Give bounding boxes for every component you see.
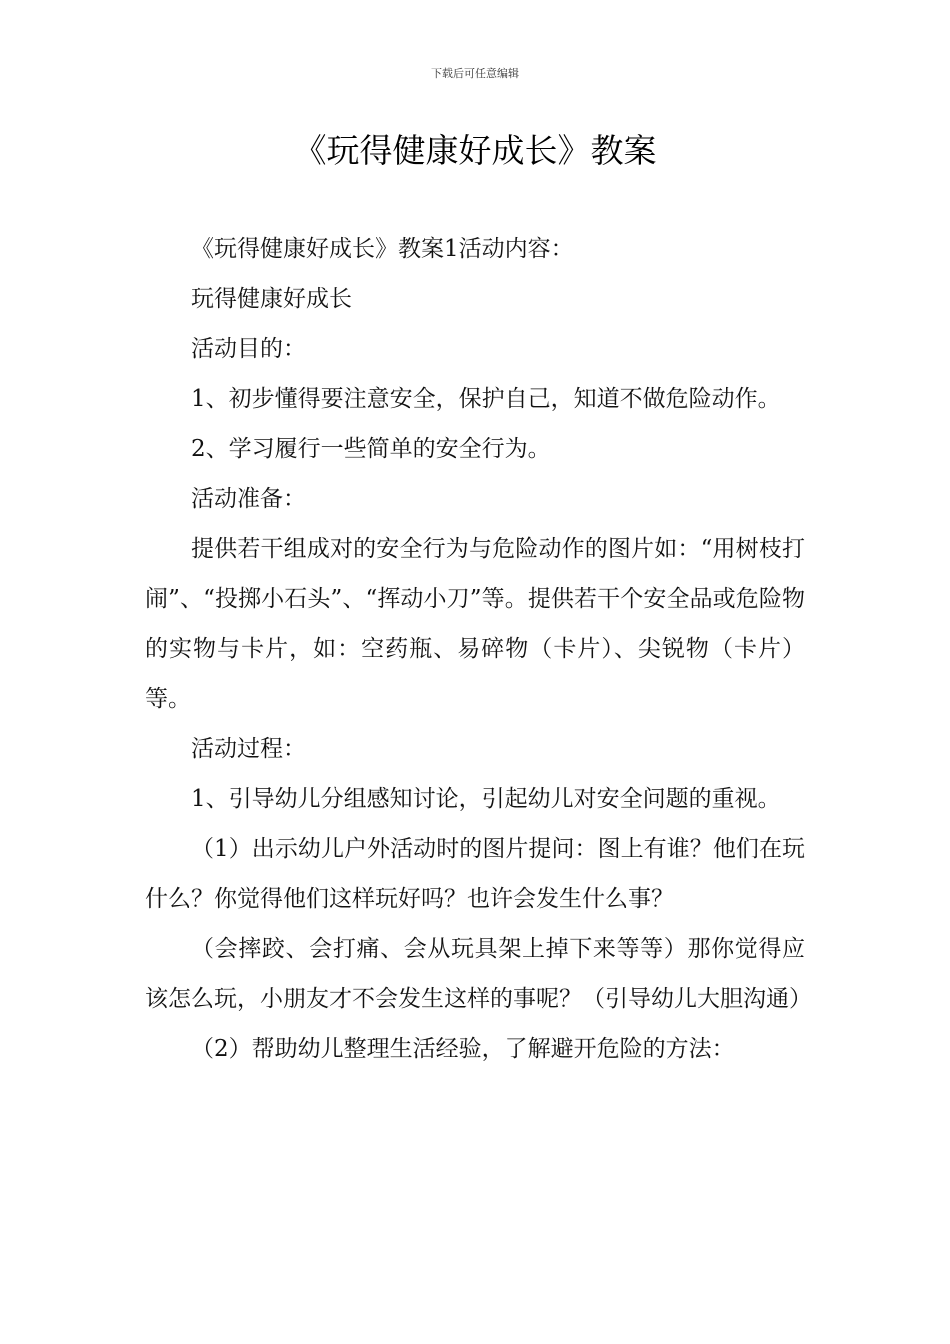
paragraph-heading-activity-content: 《玩得健康好成长》教案1活动内容： xyxy=(191,236,574,262)
document-body xyxy=(145,224,812,1074)
document-title: 《玩得健康好成长》教案 xyxy=(293,131,657,170)
paragraph-process-step-1-2: （2）帮助幼儿整理生活经验，了解避开危险的方法： xyxy=(191,1036,735,1062)
paragraph-goal-2: 2、学习履行一些简单的安全行为。 xyxy=(191,436,551,462)
paragraph-goal-1: 1、初步懂得要注意安全，保护自己，知道不做危险动作。 xyxy=(191,386,781,412)
paragraph-heading-process: 活动过程： xyxy=(191,736,306,762)
page-header-note: 下载后可任意编辑 xyxy=(431,67,519,80)
paragraph-process-step-1: 1、引导幼儿分组感知讨论，引起幼儿对安全问题的重视。 xyxy=(191,786,781,812)
paragraph-process-step-1-1-followup: （会摔跤、会打痛、会从玩具架上掉下来等等）那你觉得应该怎么玩，小朋友才不会发生这样的事呢？（引导幼儿大胆沟通） xyxy=(145,936,812,1012)
paragraph-activity-name: 玩得健康好成长 xyxy=(191,286,352,312)
paragraph-heading-preparation: 活动准备： xyxy=(191,486,306,512)
paragraph-heading-goals: 活动目的： xyxy=(191,336,306,362)
paragraph-process-step-1-1: （1）出示幼儿户外活动时的图片提问：图上有谁？他们在玩什么？你觉得他们这样玩好吗？也许会发生什么事？ xyxy=(145,836,805,912)
paragraph-preparation-details: 提供若干组成对的安全行为与危险动作的图片如：“用树枝打闹”、“投掷小石头”、“挥动小刀”等。提供若干个安全品或危险物的实物与卡片，如：空药瓶、易碎物（卡片）、尖锐物（卡片）等。 xyxy=(145,536,805,712)
